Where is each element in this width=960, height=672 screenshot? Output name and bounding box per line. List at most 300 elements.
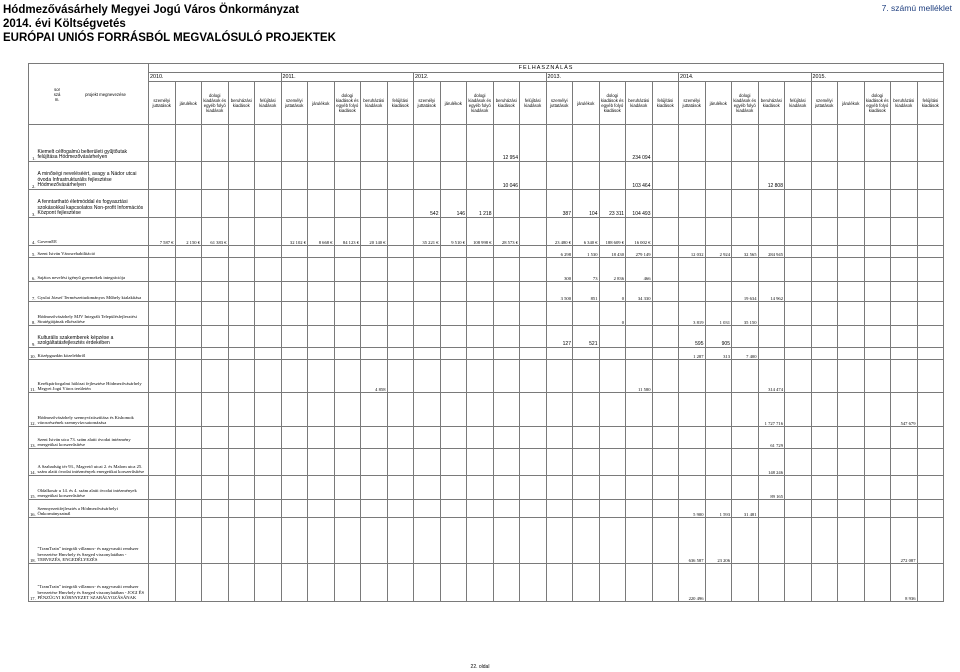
value-cell: 31 481: [732, 500, 759, 518]
value-cell: [493, 449, 520, 476]
value-cell: [573, 476, 600, 500]
value-cell: [811, 125, 838, 162]
value-cell: [281, 190, 308, 218]
value-cell: [387, 218, 414, 246]
value-cell: [361, 393, 388, 427]
value-cell: [891, 282, 918, 302]
value-cell: [255, 564, 282, 602]
table-row: [29, 125, 944, 162]
value-cell: [573, 393, 600, 427]
value-cell: [281, 393, 308, 427]
value-cell: 18 430: [599, 246, 626, 258]
column-header: beruházási kiadások: [758, 82, 785, 125]
value-cell: 5 900: [679, 500, 706, 518]
column-header: dologi kiadások és egyéb folyó kiadások: [732, 82, 759, 125]
project-name: "TramTrain" integrált villamos- és nagyvasúti rendszer bevezetése Hmvhely és Szeged viszonylatában - TERVEZÉS, ENGEDÉLYEZÉS: [37, 518, 149, 564]
value-cell: 89 165: [758, 476, 785, 500]
value-cell: [599, 348, 626, 360]
value-cell: 1 530: [573, 246, 600, 258]
value-cell: 11 580: [626, 360, 653, 393]
value-cell: [705, 282, 732, 302]
value-cell: [917, 246, 944, 258]
value-cell: [281, 348, 308, 360]
row-number-header: sor szá m.: [53, 86, 61, 102]
value-cell: [811, 282, 838, 302]
value-cell: [149, 282, 176, 302]
table-row: [29, 162, 944, 190]
value-cell: [414, 427, 441, 449]
value-cell: [175, 360, 202, 393]
value-cell: [864, 518, 891, 564]
value-cell: [202, 449, 229, 476]
value-cell: [202, 162, 229, 190]
value-cell: [705, 393, 732, 427]
value-cell: [175, 427, 202, 449]
value-cell: [414, 476, 441, 500]
value-cell: [864, 360, 891, 393]
column-header: dologi kiadások és egyéb folyó kiadások: [467, 82, 494, 125]
value-cell: [308, 500, 335, 518]
value-cell: [520, 302, 547, 326]
value-cell: [228, 348, 255, 360]
value-cell: [387, 427, 414, 449]
value-cell: [891, 302, 918, 326]
value-cell: [361, 348, 388, 360]
value-cell: [467, 449, 494, 476]
year-header: 2013.: [546, 73, 679, 82]
value-cell: [149, 518, 176, 564]
value-cell: [652, 326, 679, 348]
project-name: Hódmezővásárhely MJV Integrált Településfejlesztési Stratégiájának elkészítése: [37, 302, 149, 326]
value-cell: [891, 326, 918, 348]
value-cell: [785, 218, 812, 246]
value-cell: 10 046: [493, 162, 520, 190]
value-cell: [493, 476, 520, 500]
value-cell: [175, 246, 202, 258]
value-cell: [149, 393, 176, 427]
value-cell: [520, 246, 547, 258]
value-cell: 32 102 €: [281, 218, 308, 246]
value-cell: [493, 427, 520, 449]
value-cell: 12 032: [679, 246, 706, 258]
value-cell: [361, 427, 388, 449]
projects-table: [28, 63, 944, 602]
value-cell: 108 998 €: [467, 218, 494, 246]
value-cell: [334, 449, 361, 476]
value-cell: [838, 326, 865, 348]
column-header: dologi kiadások és egyéb folyó kiadások: [334, 82, 361, 125]
value-cell: [811, 500, 838, 518]
value-cell: [149, 348, 176, 360]
value-cell: [838, 360, 865, 393]
value-cell: [255, 326, 282, 348]
main-header: FELHASZNÁLÁS: [149, 64, 944, 73]
value-cell: [467, 564, 494, 602]
value-cell: [334, 564, 361, 602]
value-cell: [255, 125, 282, 162]
value-cell: [387, 449, 414, 476]
value-cell: [838, 393, 865, 427]
value-cell: [493, 518, 520, 564]
value-cell: [202, 302, 229, 326]
value-cell: [732, 564, 759, 602]
value-cell: [785, 449, 812, 476]
value-cell: [467, 326, 494, 348]
value-cell: [175, 302, 202, 326]
value-cell: [811, 190, 838, 218]
value-cell: 61 729: [758, 427, 785, 449]
value-cell: 851: [573, 282, 600, 302]
value-cell: [705, 190, 732, 218]
title-line-3: EURÓPAI UNIÓS FORRÁSBÓL MEGVALÓSULÓ PROJEKTEK: [3, 32, 336, 44]
value-cell: [361, 449, 388, 476]
value-cell: [387, 162, 414, 190]
value-cell: [387, 326, 414, 348]
value-cell: [599, 360, 626, 393]
value-cell: [838, 564, 865, 602]
value-cell: [811, 360, 838, 393]
table-row: [29, 282, 944, 302]
value-cell: [281, 360, 308, 393]
value-cell: [864, 125, 891, 162]
value-cell: [758, 302, 785, 326]
value-cell: [440, 348, 467, 360]
value-cell: [520, 326, 547, 348]
value-cell: [520, 449, 547, 476]
value-cell: [440, 427, 467, 449]
value-cell: 1 287: [679, 348, 706, 360]
value-cell: 272 087: [891, 518, 918, 564]
value-cell: 636 587: [679, 518, 706, 564]
value-cell: [493, 564, 520, 602]
value-cell: [493, 282, 520, 302]
value-cell: [149, 449, 176, 476]
value-cell: [202, 190, 229, 218]
value-cell: [599, 427, 626, 449]
value-cell: [520, 218, 547, 246]
value-cell: [228, 258, 255, 282]
value-cell: [175, 258, 202, 282]
value-cell: [202, 326, 229, 348]
value-cell: [573, 427, 600, 449]
value-cell: [573, 518, 600, 564]
value-cell: [652, 427, 679, 449]
value-cell: [758, 348, 785, 360]
value-cell: [864, 258, 891, 282]
value-cell: [679, 360, 706, 393]
value-cell: [652, 258, 679, 282]
value-cell: 9 510 €: [440, 218, 467, 246]
value-cell: [652, 518, 679, 564]
value-cell: [467, 282, 494, 302]
annex-label: 7. számú melléklet: [881, 3, 952, 13]
value-cell: [626, 427, 653, 449]
value-cell: [599, 393, 626, 427]
column-header: beruházási kiadások: [891, 82, 918, 125]
value-cell: [414, 393, 441, 427]
value-cell: [546, 125, 573, 162]
page-number: 22. oldal: [470, 664, 490, 670]
value-cell: [652, 162, 679, 190]
value-cell: [255, 393, 282, 427]
value-cell: [811, 476, 838, 500]
value-cell: [732, 125, 759, 162]
value-cell: [149, 125, 176, 162]
value-cell: [520, 393, 547, 427]
value-cell: [175, 125, 202, 162]
value-cell: [361, 125, 388, 162]
value-cell: [308, 393, 335, 427]
value-cell: [811, 427, 838, 449]
value-cell: [361, 564, 388, 602]
value-cell: [467, 258, 494, 282]
value-cell: [864, 564, 891, 602]
value-cell: [626, 326, 653, 348]
value-cell: [255, 449, 282, 476]
value-cell: [334, 302, 361, 326]
value-cell: [387, 125, 414, 162]
value-cell: [228, 302, 255, 326]
value-cell: [838, 518, 865, 564]
value-cell: 1 727 716: [758, 393, 785, 427]
value-cell: [202, 348, 229, 360]
value-cell: [891, 360, 918, 393]
row-number: 10.: [29, 348, 37, 360]
value-cell: [149, 162, 176, 190]
value-cell: [361, 282, 388, 302]
value-cell: [599, 449, 626, 476]
value-cell: [334, 190, 361, 218]
value-cell: [281, 326, 308, 348]
value-cell: [917, 393, 944, 427]
value-cell: [255, 348, 282, 360]
value-cell: 12 808: [758, 162, 785, 190]
value-cell: [758, 125, 785, 162]
value-cell: [281, 162, 308, 190]
row-number: 15.: [29, 476, 37, 500]
value-cell: [175, 393, 202, 427]
value-cell: 4 858: [361, 360, 388, 393]
value-cell: [652, 125, 679, 162]
value-cell: [546, 564, 573, 602]
value-cell: [917, 282, 944, 302]
table-row: [29, 564, 944, 602]
value-cell: [202, 258, 229, 282]
value-cell: [705, 360, 732, 393]
value-cell: [175, 564, 202, 602]
project-name: Gyulai József Természettudományos Műhely kialakítása: [37, 282, 149, 302]
value-cell: [308, 190, 335, 218]
project-name: Szent István utca 73. szám alatti óvodai intézmény energetikai korszerűsítése: [37, 427, 149, 449]
value-cell: [440, 360, 467, 393]
value-cell: [387, 190, 414, 218]
value-cell: [175, 190, 202, 218]
value-cell: [838, 449, 865, 476]
column-header: személyi juttatások: [414, 82, 441, 125]
row-number: 2.: [29, 162, 37, 190]
value-cell: [334, 427, 361, 449]
value-cell: [599, 518, 626, 564]
value-cell: [838, 476, 865, 500]
value-cell: [228, 190, 255, 218]
value-cell: [440, 326, 467, 348]
row-number: 5.: [29, 246, 37, 258]
value-cell: [467, 246, 494, 258]
title-line-1: Hódmezővásárhely Megyei Jogú Város Önkormányzat: [3, 4, 299, 16]
value-cell: [785, 190, 812, 218]
value-cell: 1 031: [705, 302, 732, 326]
project-name: Oldalkosár u 14. és 4. szám alatti óvodai intézmények energetikai korszerűsítése: [37, 476, 149, 500]
value-cell: [652, 500, 679, 518]
value-cell: 32 565: [732, 246, 759, 258]
value-cell: [175, 348, 202, 360]
value-cell: [334, 162, 361, 190]
value-cell: [308, 476, 335, 500]
value-cell: [838, 282, 865, 302]
project-name: GovernEE: [37, 218, 149, 246]
value-cell: [255, 360, 282, 393]
value-cell: [917, 360, 944, 393]
value-cell: [228, 125, 255, 162]
value-cell: [652, 393, 679, 427]
value-cell: [308, 348, 335, 360]
value-cell: [361, 302, 388, 326]
value-cell: 595: [679, 326, 706, 348]
value-cell: [599, 326, 626, 348]
value-cell: [228, 360, 255, 393]
value-cell: [334, 348, 361, 360]
value-cell: [493, 326, 520, 348]
value-cell: [175, 282, 202, 302]
value-cell: [917, 564, 944, 602]
value-cell: [414, 162, 441, 190]
value-cell: [440, 500, 467, 518]
value-cell: [891, 190, 918, 218]
value-cell: [811, 258, 838, 282]
value-cell: [228, 564, 255, 602]
value-cell: 23 206: [705, 518, 732, 564]
value-cell: [361, 476, 388, 500]
value-cell: [917, 302, 944, 326]
value-cell: [811, 518, 838, 564]
value-cell: [838, 500, 865, 518]
value-cell: [546, 162, 573, 190]
value-cell: [705, 476, 732, 500]
value-cell: [758, 218, 785, 246]
value-cell: 542: [414, 190, 441, 218]
value-cell: 1 218: [467, 190, 494, 218]
value-cell: [281, 564, 308, 602]
value-cell: [705, 258, 732, 282]
value-cell: 466: [626, 258, 653, 282]
year-header: 2015.: [811, 73, 944, 82]
value-cell: 284 945: [758, 246, 785, 258]
project-name: Kiemelt célfogalmú belterületi gyűjtőutak felújítása Hódmezővásárhelyen: [37, 125, 149, 162]
value-cell: [440, 564, 467, 602]
value-cell: [573, 125, 600, 162]
value-cell: [785, 518, 812, 564]
value-cell: [361, 500, 388, 518]
value-cell: [679, 218, 706, 246]
value-cell: [493, 190, 520, 218]
table-row: [29, 190, 944, 218]
value-cell: [546, 449, 573, 476]
value-cell: [308, 302, 335, 326]
value-cell: 279 149: [626, 246, 653, 258]
value-cell: [891, 348, 918, 360]
value-cell: [917, 258, 944, 282]
value-cell: [652, 282, 679, 302]
row-number: 7.: [29, 282, 37, 302]
corner-header: [29, 64, 149, 125]
value-cell: [573, 348, 600, 360]
value-cell: [520, 258, 547, 282]
value-cell: [838, 218, 865, 246]
value-cell: [175, 476, 202, 500]
value-cell: [493, 302, 520, 326]
value-cell: [149, 564, 176, 602]
value-cell: [652, 476, 679, 500]
value-cell: [149, 302, 176, 326]
value-cell: [520, 125, 547, 162]
project-name: A minőségi neveléséért, avagy a Nádor utcai óvoda Infrastrukturális fejlesztése Hódmezővásárhelyen: [37, 162, 149, 190]
value-cell: [732, 258, 759, 282]
value-cell: 300: [546, 258, 573, 282]
value-cell: [785, 162, 812, 190]
value-cell: [149, 246, 176, 258]
value-cell: [228, 393, 255, 427]
value-cell: [202, 476, 229, 500]
value-cell: [679, 125, 706, 162]
value-cell: [493, 258, 520, 282]
value-cell: [626, 564, 653, 602]
value-cell: [308, 518, 335, 564]
value-cell: 6 298: [546, 246, 573, 258]
value-cell: [679, 190, 706, 218]
value-cell: 34 330: [626, 282, 653, 302]
value-cell: [467, 500, 494, 518]
value-cell: [864, 393, 891, 427]
value-cell: [599, 476, 626, 500]
value-cell: 6 340 €: [573, 218, 600, 246]
value-cell: [626, 500, 653, 518]
value-cell: [679, 476, 706, 500]
value-cell: [758, 518, 785, 564]
value-cell: [785, 326, 812, 348]
value-cell: [387, 360, 414, 393]
year-header: 2014.: [679, 73, 812, 82]
value-cell: [785, 500, 812, 518]
value-cell: [732, 476, 759, 500]
value-cell: [520, 162, 547, 190]
value-cell: [811, 564, 838, 602]
value-cell: [599, 564, 626, 602]
table-row: [29, 246, 944, 258]
value-cell: 0: [599, 282, 626, 302]
value-cell: [493, 500, 520, 518]
value-cell: [255, 427, 282, 449]
value-cell: [520, 476, 547, 500]
value-cell: [414, 282, 441, 302]
value-cell: 8 668 €: [308, 218, 335, 246]
value-cell: [732, 393, 759, 427]
value-cell: [520, 360, 547, 393]
value-cell: [281, 302, 308, 326]
value-cell: [175, 518, 202, 564]
value-cell: [864, 500, 891, 518]
value-cell: [308, 326, 335, 348]
value-cell: [758, 500, 785, 518]
